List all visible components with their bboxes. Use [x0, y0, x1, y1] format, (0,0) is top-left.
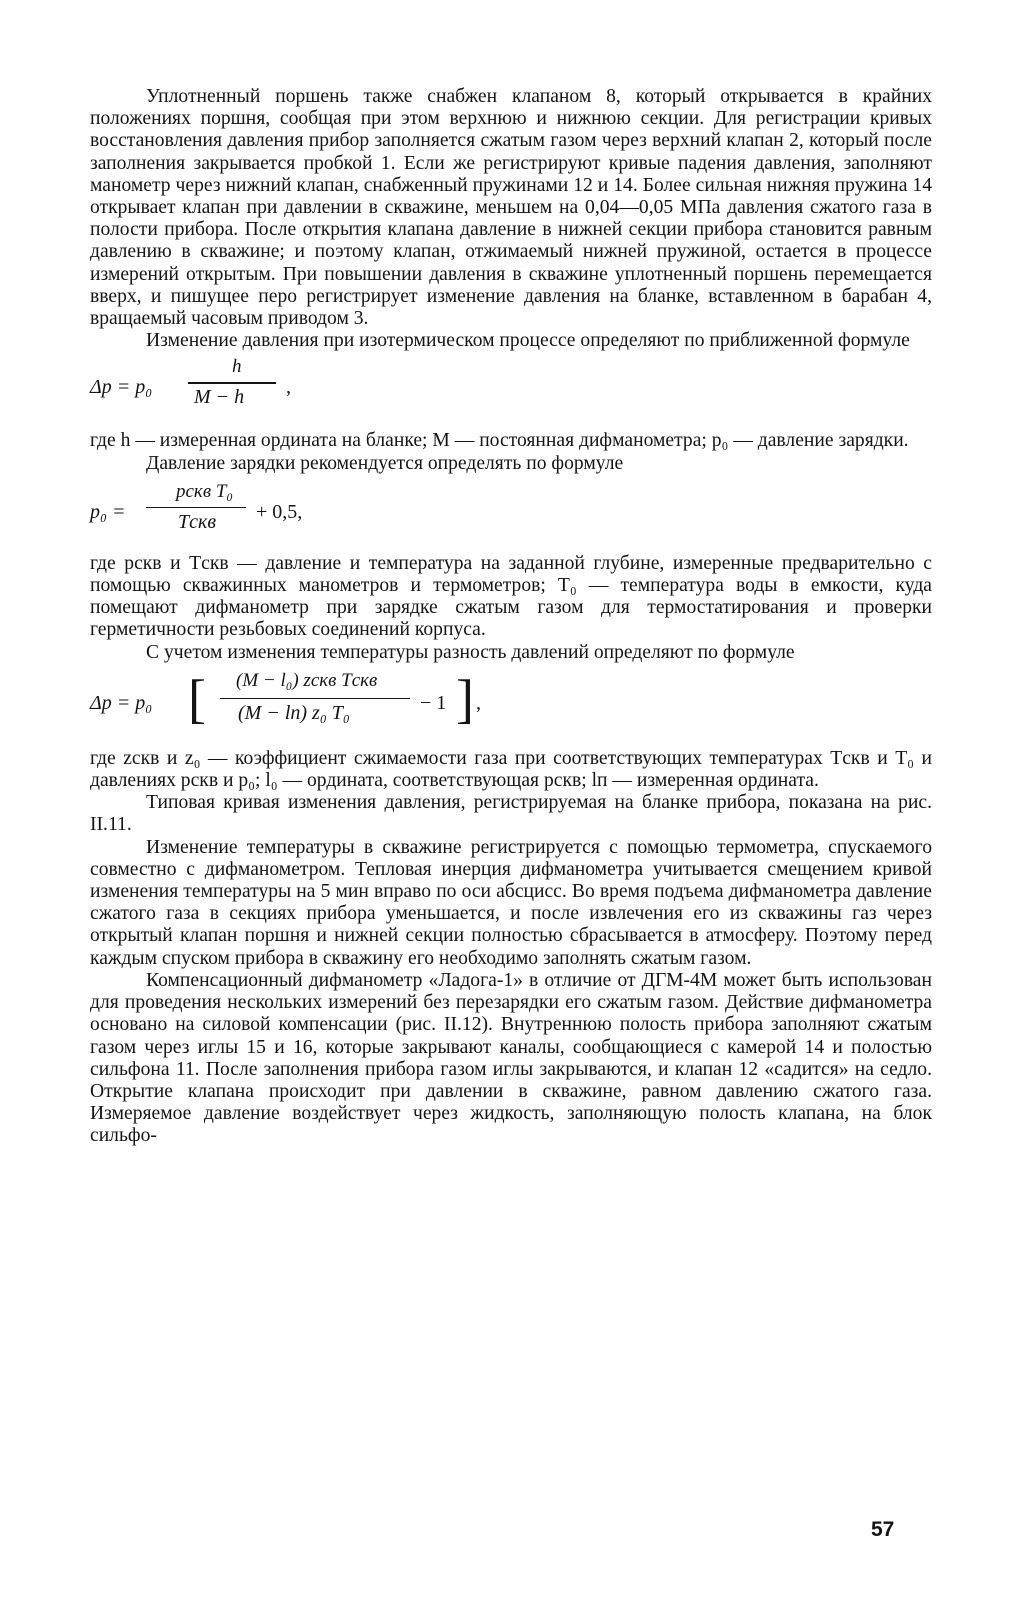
formula-minus-one: − 1: [420, 691, 447, 714]
paragraph-where-h: где h — измеренная ордината на бланке; M — постоянная дифманометра; p₀ — давление зарядки.: [90, 430, 909, 452]
formula-charge-pressure: [90, 479, 932, 543]
formula-delta-p-temperature: [90, 668, 932, 738]
formula-numerator: h: [232, 356, 242, 378]
formula-numerator: (M − l₀) zскв Tскв: [236, 669, 378, 691]
formula-tail: + 0,5,: [256, 500, 303, 523]
fraction-bar: [220, 698, 410, 700]
formula-delta-p-isothermal: [90, 356, 932, 420]
formula-lhs: Δp = p₀: [90, 376, 153, 399]
formula-denominator: Tскв: [178, 510, 217, 533]
formula-tail: ,: [476, 691, 481, 714]
paragraph-isothermal-intro: Изменение давления при изотермическом процессе определяют по приближенной формуле: [146, 330, 910, 352]
fraction-bar: [146, 507, 246, 509]
formula-lhs: Δp = p₀: [90, 691, 153, 714]
formula-denominator: (M − lп) z₀ T₀: [238, 701, 350, 724]
formula-denominator: M − h: [194, 386, 245, 409]
page-number: 57: [871, 1518, 895, 1541]
formula-tail: ,: [286, 376, 291, 399]
fraction-bar: [188, 382, 276, 384]
paragraph-piston-valve: Уплотненный поршень также снабжен клапаном 8, который открывается в крайних положениях поршня, сообщая при этом верхнюю и нижнюю секции. Для регистрации кривых восстановления давления прибор заполняется сжатым газом через верхний клапан 2, который после заполнения закрывается пробкой 1. Если же регистрируют кривые падения давления, заполняют манометр через нижний клапан, снабженный пружинами 12 и 14. Более сильная нижняя пружина 14 открывает клапан при давлении в скважине, меньшем на 0,04—0,05 МПа давления сжатого газа в полости прибора. После открытия клапана давление в нижней секции прибора становится равным давлению в скважине; и поэтому клапан, отжимаемый нижней пружиной, остается в процессе измерений открытым. При повышении давления в скважине уплотненный поршень перемещается вверх, и пишущее перо регистрирует изменение давления на бланке, вставленном в барабан 4, вращаемый часовым приводом 3.: [90, 86, 932, 330]
paragraph-typical-curve: Типовая кривая изменения давления, регистрируемая на бланке прибора, показана на рис. II.11.: [90, 792, 932, 836]
paragraph-charge-pressure-intro: Давление зарядки рекомендуется определять по формуле: [146, 452, 624, 474]
formula-numerator: pскв T₀: [176, 480, 233, 502]
formula-lhs: p₀ =: [90, 500, 126, 523]
paragraph-where-zskv: где zскв и z₀ — коэффициент сжимаемости газа при соответствующих температурах Tскв и T₀ и давлениях pскв и p₀; l₀ — ордината, соответствующая pскв; lп — измеренная ордината.: [90, 747, 932, 792]
paragraph-ladoga-manometer: Компенсационный дифманометр «Ладога-1» в отличие от ДГМ-4М может быть использован для проведения нескольких измерений без перезарядки его сжатым газом. Действие дифманометра основано на силовой компенсации (рис. II.12). Внутреннюю полость прибора заполняют сжатым газом через иглы 15 и 16, которые закрывают каналы, сообщающиеся с камерой 14 и полостью сильфона 11. После заполнения прибора газом иглы закрываются, и клапан 12 «садится» на седло. Открытие клапана происходит при давлении в скважине, равном давлению сжатого газа. Измеряемое давление воздействует через жидкость, заполняющую полость клапана, на блок сильфо-: [90, 969, 932, 1147]
paragraph-temperature-registration: Изменение температуры в скважине регистрируется с помощью термометра, спускаемого совместно с дифманометром. Тепловая инерция дифманометра учитывается смещением кривой изменения температуры на 5 мин вправо по оси абсцисс. Во время подъема дифманометра давление сжатого газа в секциях прибора уменьшается, и после извлечения его из скважины газ через открытый клапан поршня и нижней секции полностью сбрасывается в атмосферу. Поэтому перед каждым спуском прибора в скважину его необходимо заполнять сжатым газом.: [90, 836, 932, 969]
right-bracket: ]: [456, 668, 474, 729]
paragraph-where-pskv: где pскв и Tскв — давление и температура на заданной глубине, измеренные предварительно с помощью скважинных манометров и термометров; T₀ — температура воды в емкости, куда помещают дифманометр при зарядке сжатым газом для термостатирования и проверки герметичности резьбовых соединений корпуса.: [90, 552, 932, 641]
page-body: [90, 86, 932, 1148]
paragraph-temperature-correction-intro: С учетом изменения температуры разность давлений определяют по формуле: [146, 641, 795, 663]
left-bracket: [: [188, 668, 206, 729]
